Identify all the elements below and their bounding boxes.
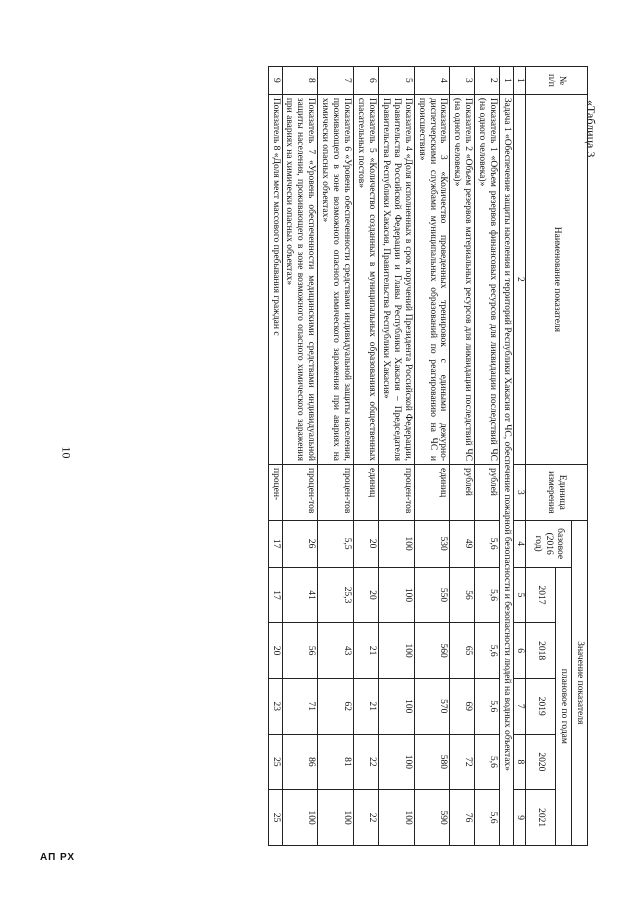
page-number: 10 xyxy=(59,446,74,459)
row-num: 3 xyxy=(450,67,475,95)
row-2017: 550 xyxy=(414,567,450,623)
row-num: 6 xyxy=(354,67,379,95)
table-row xyxy=(378,67,414,846)
table-row xyxy=(414,67,450,846)
task-num: 1 xyxy=(500,67,514,95)
row-unit: рублей xyxy=(450,465,475,521)
row-unit: процен- xyxy=(268,465,282,521)
row-name: Показатель 6 «Уровень обеспеченности средствами индивидуальной защиты населения, проживающего в зоне возможного опасного химического заражения при авариях на химически опасных объектах» xyxy=(318,94,354,464)
col-number: 6 xyxy=(514,623,526,679)
row-2021: 100 xyxy=(318,790,354,846)
row-2017: 100 xyxy=(378,567,414,623)
row-name: Показатель 4 «Доля исполненных в срок поручений Президента Российской Федерации, Правительства Российской Федерации и Главы Республики Хакасия – Председателя Правительства Республики Хакасия, Правительства Республики Хакасия» xyxy=(378,94,414,464)
row-unit: рублей xyxy=(475,465,500,521)
row-name: Показатель 8 «Доля мест массового пребывания граждан с xyxy=(268,94,282,464)
header-year: 2020 xyxy=(526,734,556,790)
header-name: Наименование показателя xyxy=(526,94,588,464)
row-base: 100 xyxy=(378,520,414,567)
row-2017: 56 xyxy=(450,567,475,623)
col-number: 9 xyxy=(514,790,526,846)
row-2017: 41 xyxy=(282,567,318,623)
row-2019: 5,6 xyxy=(475,678,500,734)
indicators-table xyxy=(268,66,588,846)
header-value-group: Значение показателя xyxy=(572,520,588,845)
row-base: 26 xyxy=(282,520,318,567)
col-number: 4 xyxy=(514,520,526,567)
column-number-row xyxy=(514,67,526,846)
row-2017: 25,3 xyxy=(318,567,354,623)
row-2019: 71 xyxy=(282,678,318,734)
header-plan-group: плановое по годам xyxy=(556,567,572,845)
row-2020: 5,6 xyxy=(475,734,500,790)
row-2020: 100 xyxy=(378,734,414,790)
row-base: 20 xyxy=(354,520,379,567)
row-base: 5,5 xyxy=(318,520,354,567)
rotated-table-container xyxy=(88,66,588,846)
row-name: Показатель 2 «Объем резервов материальных ресурсов для ликвидации последствий ЧС (на одного человека)» xyxy=(450,94,475,464)
row-unit: единиц xyxy=(354,465,379,521)
row-2021: 76 xyxy=(450,790,475,846)
footer-mark: АП РХ xyxy=(40,852,76,863)
row-base: 5,6 xyxy=(475,520,500,567)
row-2018: 43 xyxy=(318,623,354,679)
row-num: 4 xyxy=(414,67,450,95)
row-2021: 100 xyxy=(378,790,414,846)
row-2019: 69 xyxy=(450,678,475,734)
table-row xyxy=(318,67,354,846)
table-row xyxy=(268,67,282,846)
row-2021: 590 xyxy=(414,790,450,846)
row-2018: 560 xyxy=(414,623,450,679)
row-2018: 56 xyxy=(282,623,318,679)
table-row xyxy=(475,67,500,846)
header-year: 2021 xyxy=(526,790,556,846)
task-text: Задача 1 «Обеспечение защиты населения и территорий Республики Хакасия от ЧС, обеспечение пожарной безопасности и безопасности людей на водных объектах» xyxy=(500,94,514,845)
table-label xyxy=(584,100,628,158)
table-row xyxy=(450,67,475,846)
col-number: 7 xyxy=(514,678,526,734)
row-2020: 72 xyxy=(450,734,475,790)
table-row xyxy=(354,67,379,846)
row-num: 2 xyxy=(475,67,500,95)
header-base: базовое (2016 год) xyxy=(526,520,572,567)
row-2019: 23 xyxy=(268,678,282,734)
row-2021: 100 xyxy=(282,790,318,846)
row-num: 8 xyxy=(282,67,318,95)
table-label-text: «Таблица 3 xyxy=(584,100,598,158)
row-2020: 580 xyxy=(414,734,450,790)
header-year: 2019 xyxy=(526,678,556,734)
row-name: Показатель 5 «Количество созданных в муниципальных образованиях общественных спасательных постов» xyxy=(354,94,379,464)
row-unit: процен-тов xyxy=(282,465,318,521)
row-2017: 5,6 xyxy=(475,567,500,623)
task-row xyxy=(500,67,514,846)
row-num: 9 xyxy=(268,67,282,95)
row-num: 5 xyxy=(378,67,414,95)
col-number: 5 xyxy=(514,567,526,623)
header-unit: Единица измерения xyxy=(526,465,588,521)
table-row xyxy=(282,67,318,846)
row-2020: 22 xyxy=(354,734,379,790)
row-2019: 570 xyxy=(414,678,450,734)
row-2019: 21 xyxy=(354,678,379,734)
row-2018: 20 xyxy=(268,623,282,679)
col-number: 2 xyxy=(514,94,526,464)
row-2019: 62 xyxy=(318,678,354,734)
header-num: № п/п xyxy=(526,67,588,95)
row-unit: процен-тов xyxy=(318,465,354,521)
row-unit: единиц xyxy=(414,465,450,521)
row-2017: 20 xyxy=(354,567,379,623)
row-2020: 81 xyxy=(318,734,354,790)
row-base: 49 xyxy=(450,520,475,567)
row-num: 7 xyxy=(318,67,354,95)
row-2019: 100 xyxy=(378,678,414,734)
row-2020: 25 xyxy=(268,734,282,790)
row-2017: 17 xyxy=(268,567,282,623)
col-number: 3 xyxy=(514,465,526,521)
header-year: 2018 xyxy=(526,623,556,679)
col-number: 1 xyxy=(514,67,526,95)
row-unit: процен-тов xyxy=(378,465,414,521)
row-2018: 65 xyxy=(450,623,475,679)
row-2018: 5,6 xyxy=(475,623,500,679)
row-name: Показатель 7 «Уровень обеспеченности медицинскими средствами индивидуальной защиты населения, проживающего в зоне возможного опасного химического заражения при авариях на химически опасных объектах» xyxy=(282,94,318,464)
row-base: 17 xyxy=(268,520,282,567)
row-2021: 22 xyxy=(354,790,379,846)
row-2018: 100 xyxy=(378,623,414,679)
row-name: Показатель 3 «Количество проведенных тренировок с едиными дежурно-диспетчерскими службами муниципальных образований по реагированию на ЧС и происшествия» xyxy=(414,94,450,464)
header-year: 2017 xyxy=(526,567,556,623)
row-2021: 5,6 xyxy=(475,790,500,846)
row-2020: 86 xyxy=(282,734,318,790)
row-2021: 25 xyxy=(268,790,282,846)
row-base: 530 xyxy=(414,520,450,567)
col-number: 8 xyxy=(514,734,526,790)
row-2018: 21 xyxy=(354,623,379,679)
row-name: Показатель 1 «Объем резервов финансовых ресурсов для ликвидации последствий ЧС (на одного человека)» xyxy=(475,94,500,464)
